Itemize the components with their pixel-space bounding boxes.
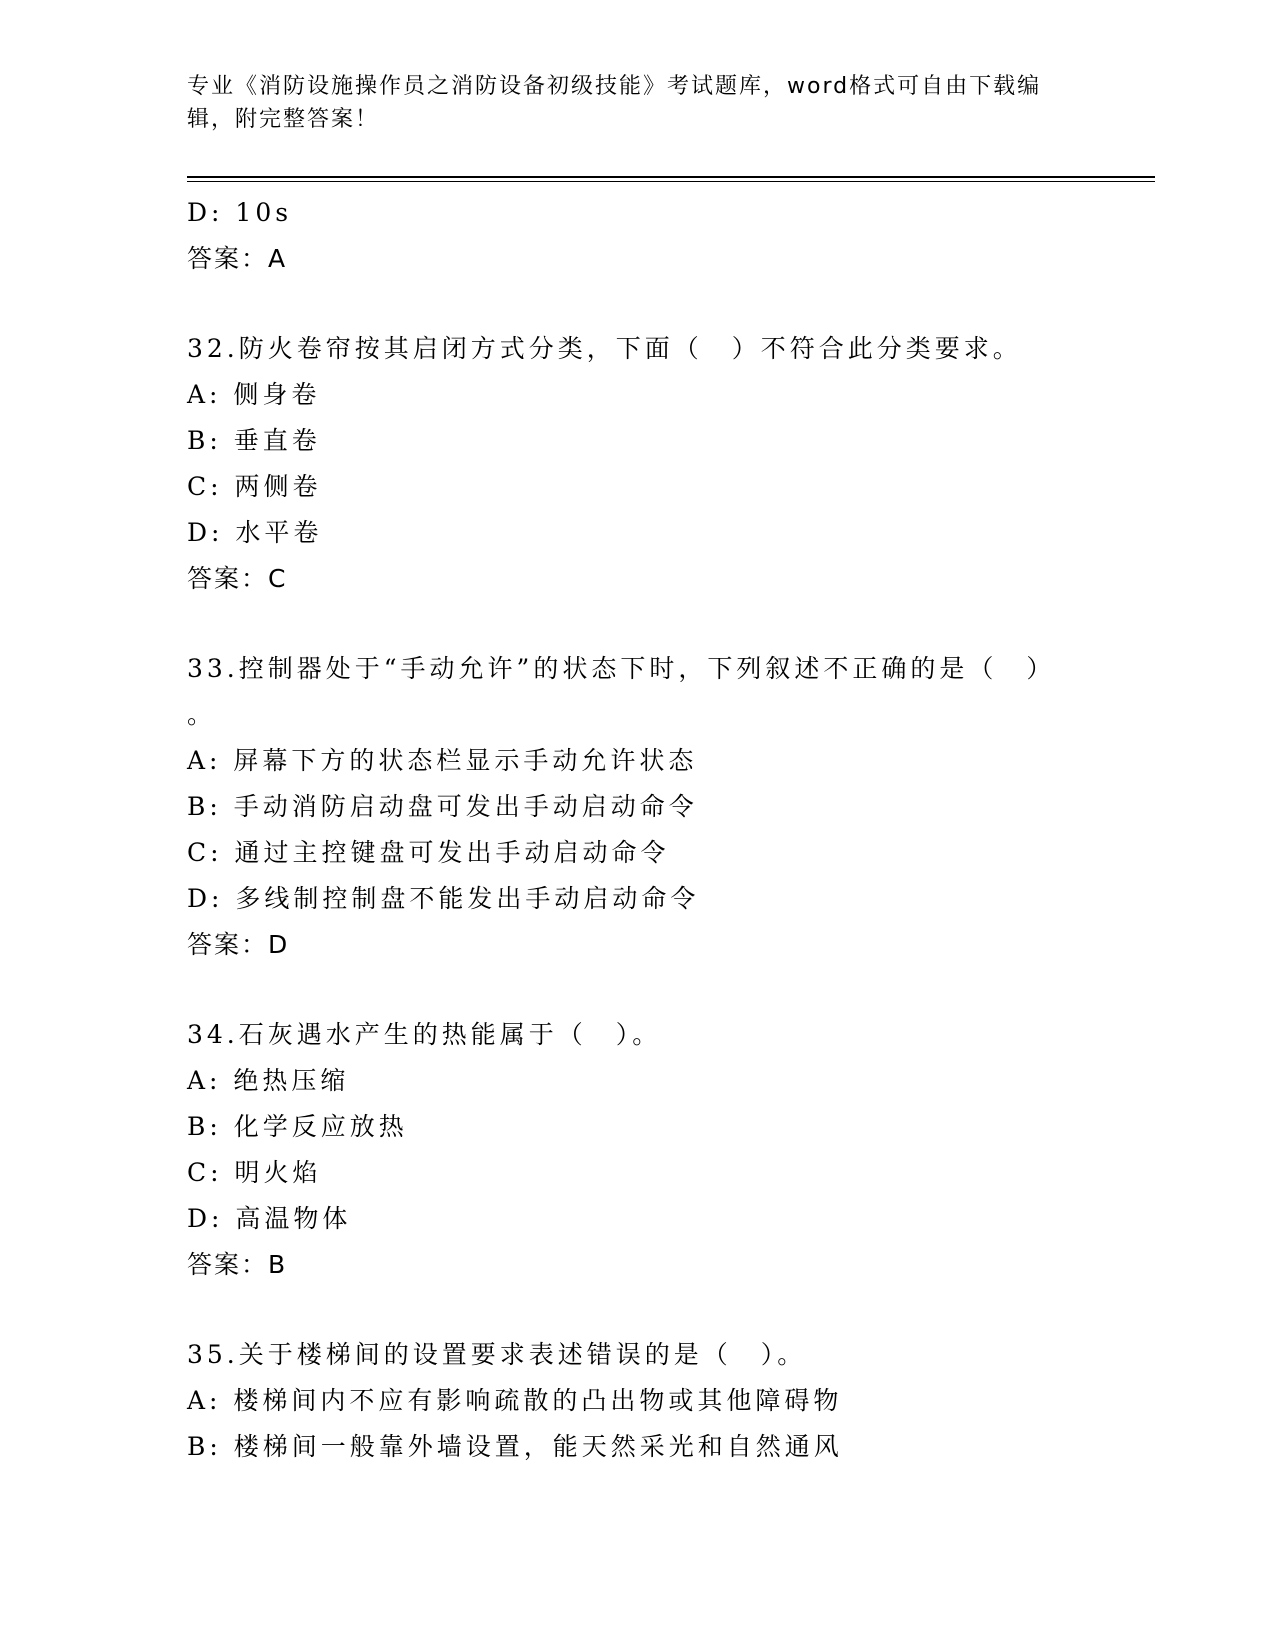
option-a: A: 绝热压缩 xyxy=(187,1066,350,1095)
option-a: A: 屏幕下方的状态栏显示手动允许状态 xyxy=(187,746,698,775)
answer-line: 答案：B xyxy=(187,1250,288,1279)
option-a: A: 侧身卷 xyxy=(187,380,321,409)
question-list xyxy=(187,190,1087,1470)
header-line-1: 专业《消防设施操作员之消防设备初级技能》考试题库，word格式可自由下载编 xyxy=(187,74,1042,99)
option-d: D: 水平卷 xyxy=(187,518,323,547)
option-c: C: 明火焰 xyxy=(187,1158,322,1187)
answer-line: 答案：D xyxy=(187,930,290,959)
option-b: B: 化学反应放热 xyxy=(187,1112,408,1141)
spacer xyxy=(187,282,1087,326)
question-stem-continuation: 。 xyxy=(187,700,213,729)
header-rule-thin xyxy=(187,181,1155,182)
question-stem: 35.关于楼梯间的设置要求表述错误的是（ ）。 xyxy=(187,1340,807,1369)
answer-line: 答案：C xyxy=(187,564,288,593)
option-c: C: 通过主控键盘可发出手动启动命令 xyxy=(187,838,670,867)
option-b: B: 垂直卷 xyxy=(187,426,321,455)
option-b: B: 手动消防启动盘可发出手动启动命令 xyxy=(187,792,698,821)
question-stem: 32.防火卷帘按其启闭方式分类，下面（ ）不符合此分类要求。 xyxy=(187,334,1022,363)
option-d: D: 高温物体 xyxy=(187,1204,352,1233)
option-a: A: 楼梯间内不应有影响疏散的凸出物或其他障碍物 xyxy=(187,1386,843,1415)
option-d: D: 10s xyxy=(187,198,293,227)
answer-line: 答案：A xyxy=(187,244,288,273)
option-b: B: 楼梯间一般靠外墙设置，能天然采光和自然通风 xyxy=(187,1432,843,1461)
spacer xyxy=(187,968,1087,1012)
option-c: C: 两侧卷 xyxy=(187,472,322,501)
option-d: D: 多线制控制盘不能发出手动启动命令 xyxy=(187,884,700,913)
spacer xyxy=(187,1288,1087,1332)
question-stem: 33.控制器处于“手动允许”的状态下时，下列叙述不正确的是（ ） xyxy=(187,654,1056,683)
header-rule-thick xyxy=(187,176,1155,178)
question-stem: 34.石灰遇水产生的热能属于（ ）。 xyxy=(187,1020,662,1049)
spacer xyxy=(187,602,1087,646)
header-line-2: 辑，附完整答案！ xyxy=(187,107,380,132)
document-header xyxy=(187,70,1067,136)
